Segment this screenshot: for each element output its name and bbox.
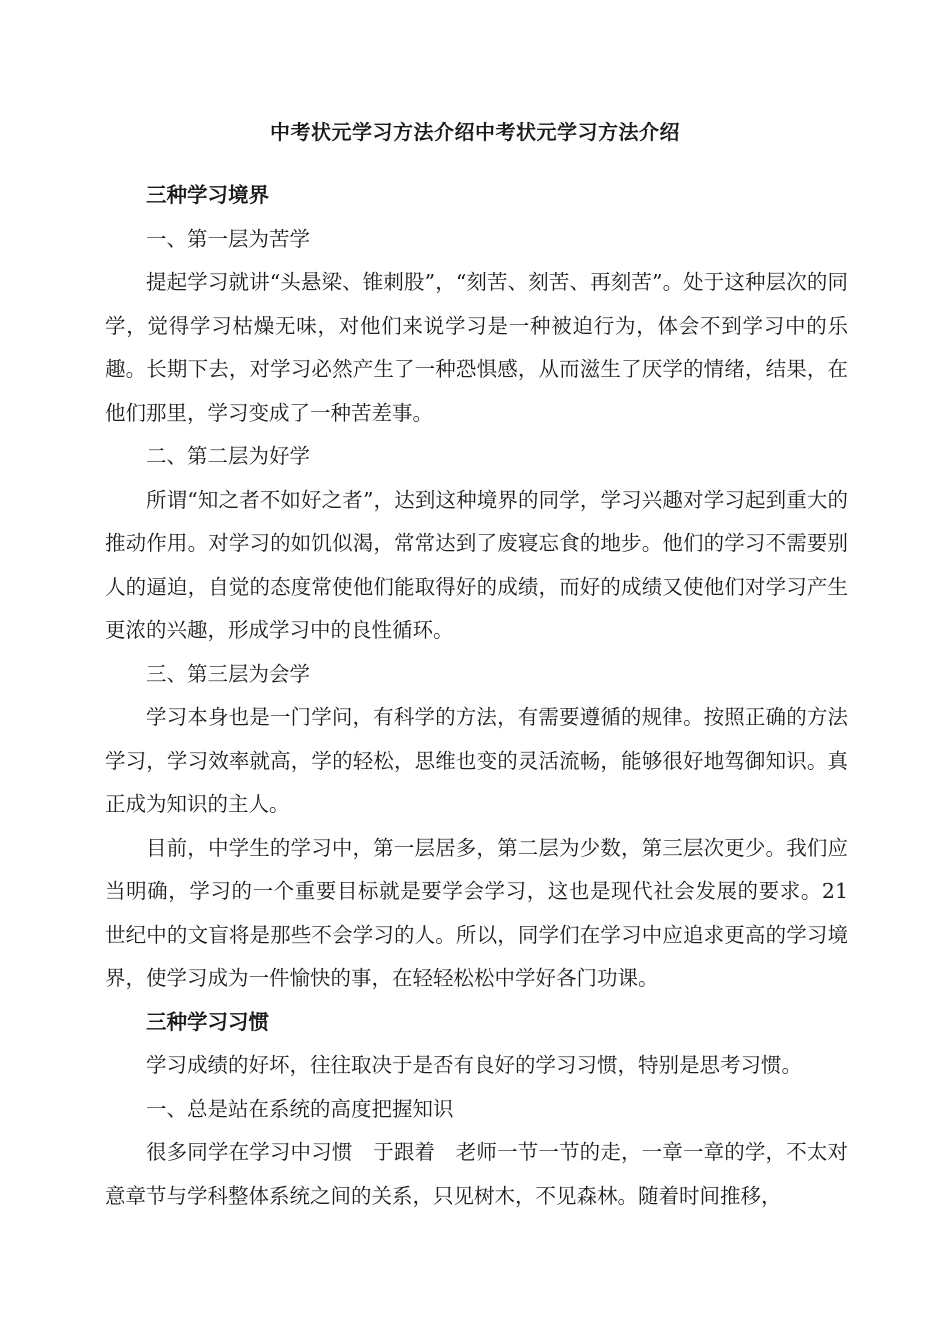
section-heading: 三种学习习惯: [146, 1009, 269, 1034]
paragraph: 所谓“知之者不如好之者”，达到这种境界的同学，学习兴趣对学习起到重大的推动作用。对学习的如饥似渴，常常达到了废寝忘食的地步。他们的学习不需要别人的逼迫，自觉的态度常使他们能取得好的成绩，而好的成绩又使他们对学习产生更浓的兴趣，形成学习中的良性循环。: [105, 487, 848, 642]
paragraph: 目前，中学生的学习中，第一层居多，第二层为少数，第三层次更少。我们应当明确，学习的一个重要目标就是要学会学习，这也是现代社会发展的要求。21世纪中的文盲将是那些不会学习的人。所以，同学们在学习中应追求更高的学习境界，使学习成为一件愉快的事，在轻轻松松中学好各门功课。: [105, 835, 848, 990]
subheading: 三、第三层为会学: [146, 661, 310, 686]
section-heading: 三种学习境界: [146, 183, 269, 207]
paragraph: 很多同学在学习中习惯 于跟着 老师一节一节的走，一章一章的学，不太对意章节与学科整体系统之间的关系，只见树木，不见森林。随着时间推移，: [105, 1140, 848, 1208]
document-title: 中考状元学习方法介绍中考状元学习方法介绍: [270, 120, 680, 144]
subheading: 一、第一层为苦学: [146, 226, 310, 251]
paragraph: 提起学习就讲“头悬梁、锥刺股”，“刻苦、刻苦、再刻苦”。处于这种层次的同学，觉得学习枯燥无味，对他们来说学习是一种被迫行为，体会不到学习中的乐趣。长期下去，对学习必然产生了一种恐惧感，从而滋生了厌学的情绪，结果，在他们那里，学习变成了一种苦差事。: [105, 270, 848, 425]
subheading: 一、总是站在系统的高度把握知识: [146, 1096, 454, 1121]
paragraph: 学习成绩的好坏，往往取决于是否有良好的学习习惯，特别是思考习惯。: [146, 1053, 802, 1077]
subheading: 二、第二层为好学: [146, 444, 310, 468]
paragraph: 学习本身也是一门学问，有科学的方法，有需要遵循的规律。按照正确的方法学习，学习效率就高，学的轻松，思维也变的灵活流畅，能够很好地驾御知识。真正成为知识的主人。: [105, 705, 848, 816]
document-body: [105, 174, 848, 1218]
